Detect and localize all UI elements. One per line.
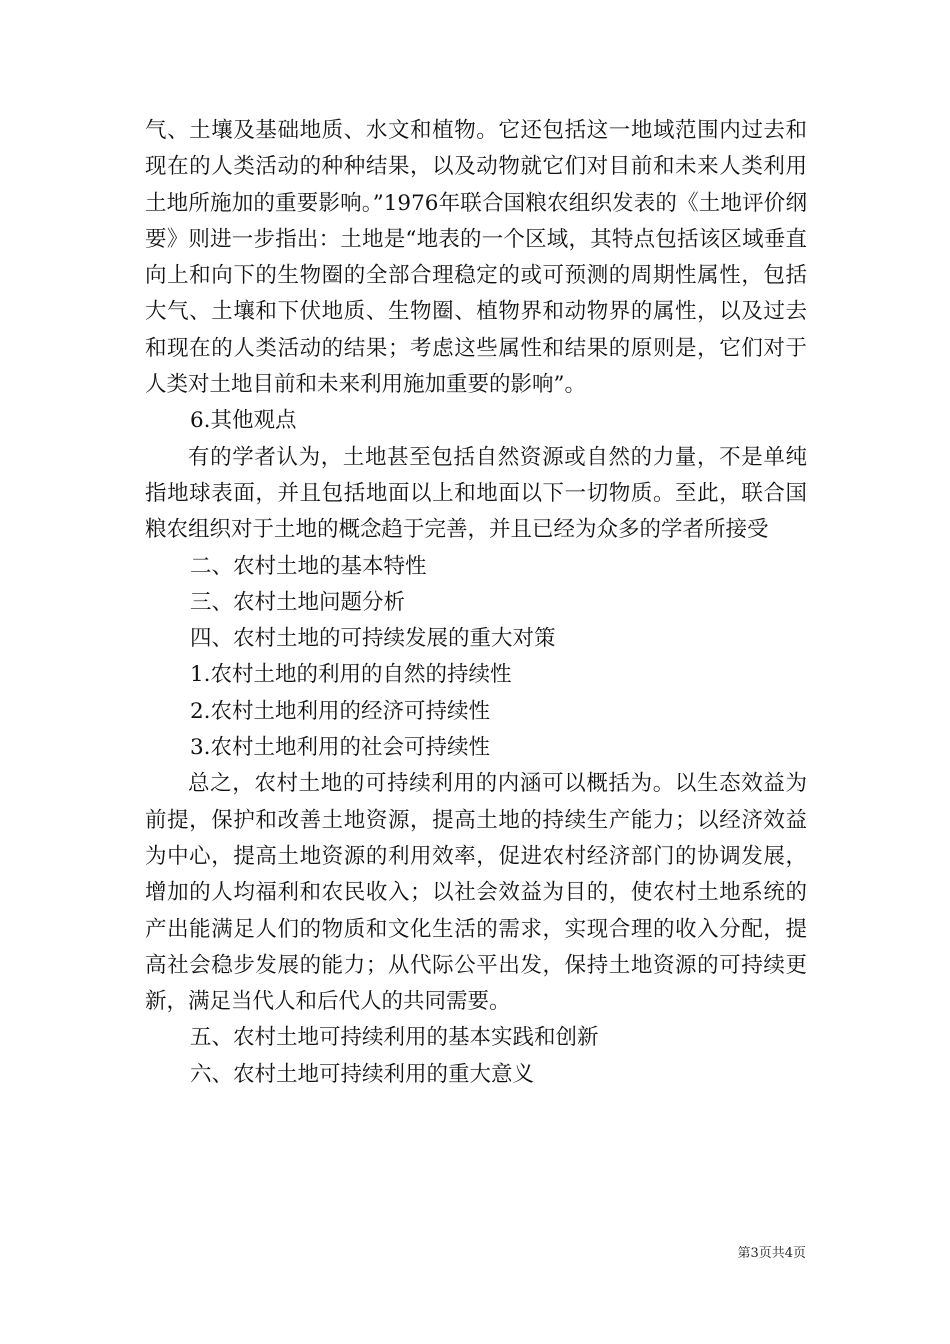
subsection-heading-2: 2.农村土地利用的经济可持续性 — [190, 698, 491, 724]
summary-paragraph: 总之，农村土地的可持续利用的内涵可以概括为。以生态效益为前提，保护和改善土地资源，提高土地的持续生产能力；以经济效益为中心，提高土地资源的利用效率，促进农村经济部门的协调发展，增加的人均福利和农民收入；以社会效益为目的，使农村土地系统的产出能满足人们的物质和文化生活的需求，实现合理的收入分配，提高社会稳步发展的能力；从代际公平出发，保持土地资源的可持续更新，满足当代人和后代人的共同需要。 — [145, 771, 807, 1015]
section-heading-2: 二、农村土地的基本特性 — [190, 553, 427, 579]
document-body — [145, 113, 807, 1093]
section-heading-5: 五、农村土地可持续利用的基本实践和创新 — [190, 1025, 599, 1051]
section-heading-6: 六、农村土地可持续利用的重大意义 — [190, 1061, 535, 1087]
section-heading-4: 四、农村土地的可持续发展的重大对策 — [190, 626, 556, 652]
continuation-paragraph: 气、土壤及基础地质、水文和植物。它还包括这一地域范围内过去和现在的人类活动的种种结果，以及动物就它们对目前和未来人类利用土地所施加的重要影响。”1976年联合国粮农组织发表的《土地评价纲要》则进一步指出：土地是“地表的一个区域，其特点包括该区域垂直向上和向下的生物圈的全部合理稳定的或可预测的周期性属性，包括大气、土壤和下伏地质、生物圈、植物界和动物界的属性，以及过去和现在的人类活动的结果；考虑这些属性和结果的原则是，它们对于人类对土地目前和未来利用施加重要的影响”。 — [145, 118, 807, 398]
section-heading-other-views: 6.其他观点 — [190, 408, 297, 434]
page-number-footer: 第3页共4页 — [737, 1246, 806, 1261]
subsection-heading-1: 1.农村土地的利用的自然的持续性 — [190, 662, 512, 688]
other-views-paragraph: 有的学者认为，土地甚至包括自然资源或自然的力量，不是单纯指地球表面，并且包括地面以上和地面以下一切物质。至此，联合国粮农组织对于土地的概念趋于完善，并且已经为众多的学者所接受 — [145, 444, 807, 543]
section-heading-3: 三、农村土地问题分析 — [190, 589, 406, 615]
subsection-heading-3: 3.农村土地利用的社会可持续性 — [190, 735, 491, 761]
